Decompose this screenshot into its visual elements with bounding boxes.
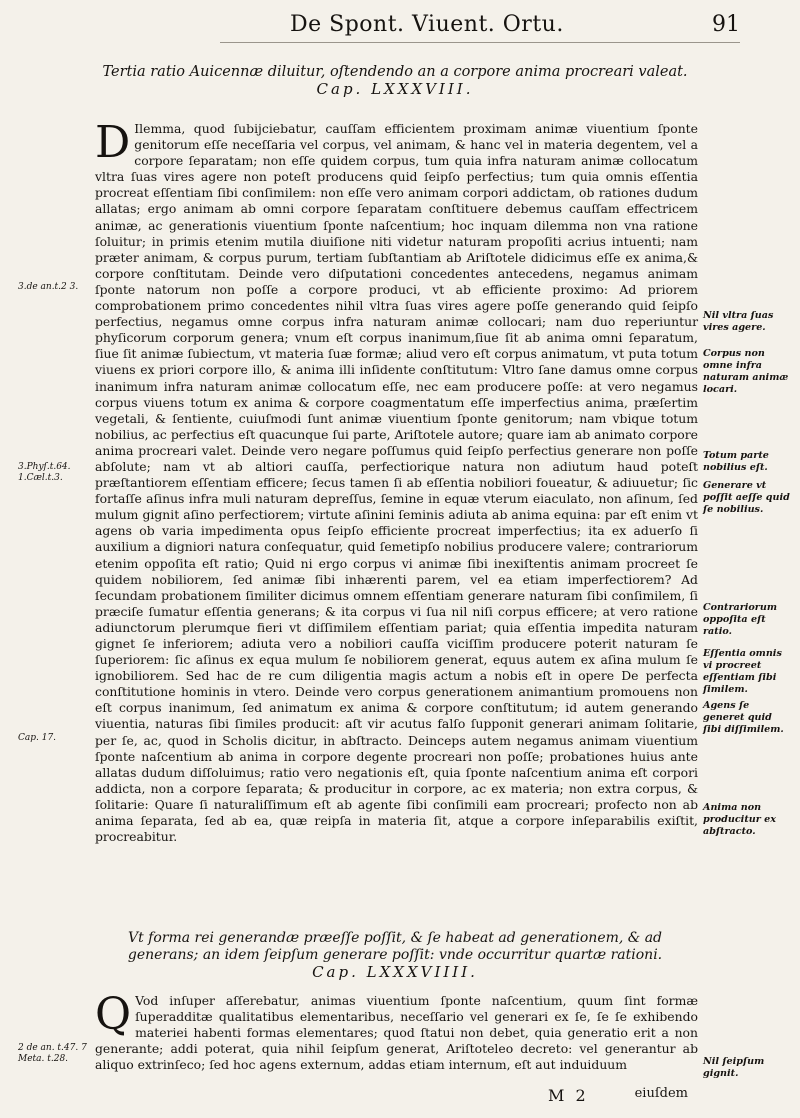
right-note: Contrariorum oppoſita eſt ratio. — [703, 602, 777, 637]
page-number: 91 — [712, 12, 740, 37]
right-note: Generare vt poſſit aeſſe quid ſe nobilius. — [703, 480, 790, 515]
left-note: 2 de an. t.47. 7 Meta. t.28. — [18, 1043, 87, 1064]
left-note: 3.de an.t.2 3. — [18, 282, 79, 292]
chapter-89-number: Cap. LXXXVIIII. — [312, 963, 478, 981]
right-note: Nil vltra ſuas vires agere. — [703, 310, 774, 333]
right-note: Nil ſeipſum gignit. — [703, 1056, 765, 1079]
catchword-line — [548, 1086, 688, 1105]
running-head — [220, 12, 740, 43]
catchword: eiuſdem — [634, 1086, 688, 1101]
right-note: Totum parte nobilius eſt. — [703, 450, 769, 473]
chapter-89-heading — [95, 930, 695, 981]
chapter-88-text: Ilemma, quod ſubijciebatur, cauſſam efficientem proximam animæ viuentium ſponte genitorum eſſe neceſſaria vel corpus, vel animam, & hanc vel in materia degentem, vel a corpore ſeparatam; non eſſe quidem corpus, tum quia infra naturam animæ collocatum vltra ſuas vires agere non poteſt producens quid ſeipſo perfectius; tum quia omnis eſſentia procreat eſſentiam ſibi conſimilem: non eſſe vero animam corpori addictam, ob rationes dudum allatas; ergo animam ab omni corpore ſeparatam conſtituere debemus cauſſam effectricem animæ, ac generationis viuentium ſponte naſcentium; hoc inquam dilemma non vna ratione ſoluitur; in primis etenim mutila diuiſione niti videtur naturam propoſiti acrius intuenti; nam præter animam, & corpus purum, tertiam ſubſtantiam ab Ariſtotele didicimus eſſe ex anima,& corpore conſtitutam. Deinde vero diſputationi concedentes antecedens, negamus animam ſponte natorum non poſſe a corpore produci, vt ab efficiente proximo: Ad priorem comprobationem primo concedentes nihil vltra ſuas vires agere poſſe generando quid ſeipſo perfectius, negamus omne corpus infra naturam animæ collocari; nam duo reperiuntur phyſicorum corporum genera; vnum eſt corpus inanimum,ſiue ſit ab anima omni ſeparatum, ſiue ſit animæ ſubiectum, vt materia ſuæ formæ; aliud vero eſt corpus animatum, vt puta totum viuens ex priori corpore illo, & anima illi inſidente conſtitutum: Vltro ſane damus omne corpus inanimum infra naturam animæ collocatum eſſe, nec eam producere poſſe: at vero negamus corpus viuens totum ex anima & corpore coagmentatum eſſe imperfectius anima, præſertim vegetali, & ſentiente, cuiuſmodi ſunt animæ viuentium ſponte genitorum; nam vbique totum nobilius, ac perfectius eſt quacunque ſui parte, Ariſtotele autore; quare iam ab animato corpore anima procreari valet. Deinde vero negare poſſumus quid ſeipſo perfectius generare non poſſe abſolute; nam vt ab altiori cauſſa, perfectiorique natura non adiutum haud poteſt præſtantiorem eſſentiam efficere; ſecus tamen ſi ab eſſentia nobiliori foueatur, & adiuuetur; ſic fortaſſe aſinus infra muli naturam depreſſus, ſemine in equæ vterum eiaculato, non aſinum, ſed mulum gignit aſino perfectiorem; virtute aſinini ſeminis adiuta ab anima equina: par eſt enim vt agens ob varia impedimenta opus ſeipſo efficiente procreat imperfectius; ita ex aduerſo ſi auxilium a digniori natura conſequatur, quid ſemetipſo nobilius producere valere; contrariorum etenim oppoſita eſt ratio; Quid ni ergo corpus vi animæ ſibi inexiſtentis animam procreet ſe quidem nobiliorem, ſed animæ ſibi inhærenti parem, vel ea etiam imperfectiorem? Ad ſecundam probationem ſimiliter dicimus omnem eſſentiam generare naturam ſibi conſimilem, ſi præciſe ſumatur eſſentia generans; & ita corpus vi ſua nil niſi corpus efficere; at vero ratione adiunctorum plerumque fieri vt diſſimilem eſſentiam pariat; quia eſſentia impedita naturam gignet ſe inferiorem; adiuta vero a nobiliori cauſſa viciſſim producere poterit naturam ſe ſuperiorem: ſic aſinus ex equa mulum ſe nobiliorem generat, equus autem ex aſina mulum ſe ignobiliorem. Sed hac de re cum diligentia magis actum a nobis eſt in opere De perfecta conſtitutione hominis in vtero. Deinde vero corpus generationem animantium promouens non eſt corpus inanimum, ſed animatum ex anima & corpore conſtitutum; id autem generando viuentia, naturas ſibi ſimiles producit: aſt vir acutus falſo ſupponit generari animam ſolitarie, per ſe, ac, quod in Scholis dicitur, in abſtracto. Deinceps autem negamus animam viuentium ſponte naſcentium ab anima in corpore degente procreari non poſſe; probationes huius ante allatas dudum diſſoluimus; ratio vero negationis eſt, quia ſponte naſcentium anima eſt corpori addicta, non a corpore ſeparata; & producitur in corpore, ac ex materia; non extra corpus, & ſolitarie: Quare ſi naturaliſſimum eſt ab agente ſibi conſimili eam procreari; profecto non ab anima ſeparata, ſed ab ea, quæ reipſa in materia ſit, atque a corpore inſeparabilis exiſtit, procreabitur. — [95, 121, 698, 845]
chapter-89-body — [95, 989, 698, 1073]
right-note: Eſſentia omnis vi procreet eſſentiam ſibi ſimilem. — [703, 648, 782, 695]
right-note: Anima non producitur ex abſtracto. — [703, 802, 776, 837]
chapter-88-dropcap: D — [95, 117, 131, 168]
chapter-89-text: Vod inſuper aſſerebatur, animas viuentium ſponte naſcentium, quum ſint formæ ſuperadditæ qualitatibus elementaribus, neceſſario vel generari ex ſe, ſe ſe exhibendo materiei habenti formas elementares; quod ſtatui non debet, quia generatio erit a non generante; addi poterat, quia nihil ſeipſum generat, Ariſtoteleo decreto: vel generantur ab aliquo extrinſeco; ſed hoc agens externum, addas etiam internum, eſt aut induiduum — [95, 993, 698, 1073]
running-title: De Spont. Viuent. Ortu. — [290, 12, 564, 37]
chapter-88-number: Cap. LXXXVIII. — [316, 80, 474, 98]
chapter-88-heading — [95, 64, 695, 98]
left-note: Cap. 17. — [18, 733, 57, 743]
chapter-89-dropcap: Q — [95, 989, 132, 1040]
left-note: 3.Phyſ.t.64. 1.Cæl.t.3. — [18, 462, 71, 483]
chapter-88-title: Tertia ratio Auicennæ diluitur, oſtendendo an a corpore anima procreari valeat. — [102, 64, 688, 80]
chapter-88-body — [95, 117, 698, 845]
signature-mark: M 2 — [548, 1086, 589, 1105]
right-note: Agens ſe generet quid ſibi diſſimilem. — [703, 700, 784, 735]
chapter-89-title: Vt forma rei generandæ præeſſe poſſit, & ſe habeat ad generationem, & ad generans; an idem ſeipſum generare poſſit: vnde occurritur quartæ rationi. — [127, 930, 663, 963]
right-note: Corpus non omne infra naturam animæ locari. — [703, 348, 789, 395]
